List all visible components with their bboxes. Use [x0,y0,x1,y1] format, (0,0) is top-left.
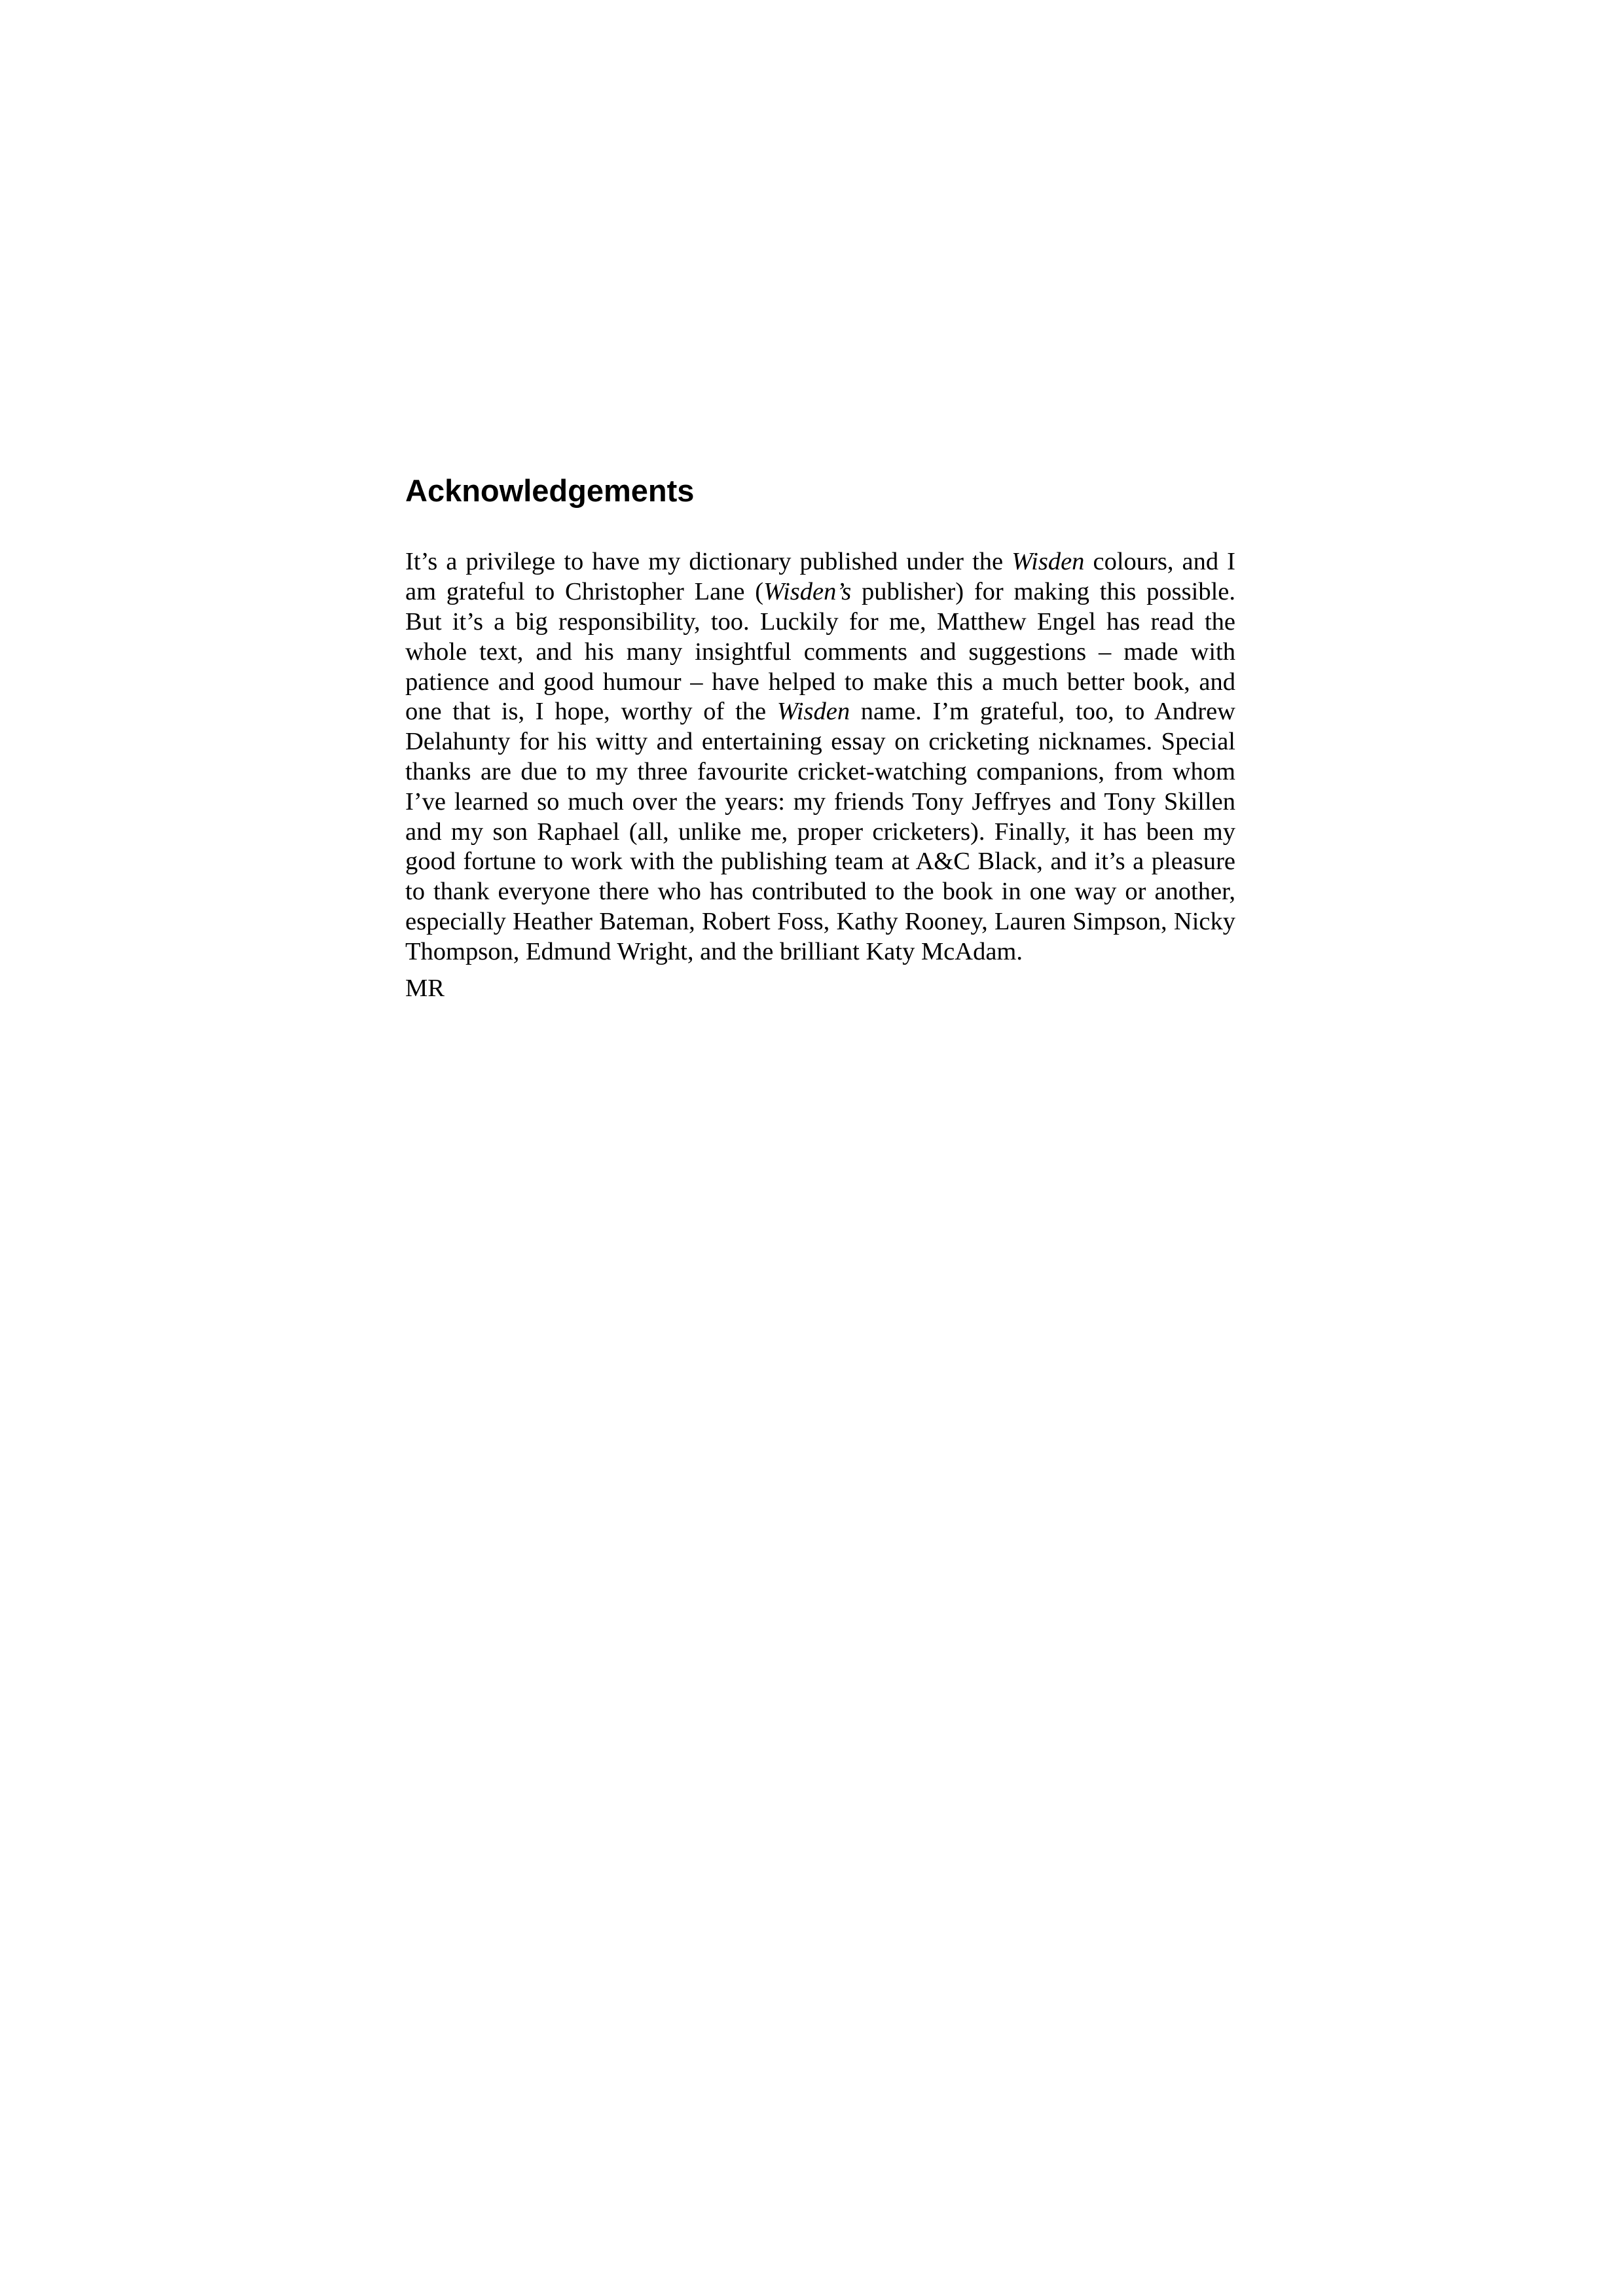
page-title: Acknowledgements [405,473,695,508]
text-run: colours, and I am grateful to Christopher Lane ( [405,548,1236,606]
text-run: name. I’m grateful, too, to Andrew Delahunty for his witty and entertaining essay on cricketing nicknames. Special thanks are due to my three favourite cricket-watching companions, from whom I’ve learned so much over the years: my friends Tony Jeffryes and Tony Skillen and my son Raphael (all, unlike me, proper cricketers). Finally, it has been my good fortune to work with the publishing team at A&C Black, and it’s a pleasure to thank everyone there who has contributed to the book in one way or another, especially Heather Bateman, Robert Foss, Kathy Rooney, Lauren Simpson, Nicky Thompson, Edmund Wright, and the brilliant Katy McAdam. [405,698,1235,965]
italic-title: Wisden [776,698,850,726]
acknowledgements-section [405,473,1235,1003]
text-run: It’s a privilege to have my dictionary published under the [405,548,1012,576]
italic-title: Wisden [1012,548,1085,576]
author-initials: MR [405,974,445,1002]
italic-title: Wisden’s [763,578,852,606]
acknowledgements-paragraph [405,547,1235,967]
text-run: publisher) for making this possible. But it’s a big responsibility, too. Luckily for me, Matthew Engel has read the whole text, and his many insightful comments and suggestions – made with patience and good humour – have helped to make this a much better book, and one that is, I hope, worthy of the [405,578,1235,726]
